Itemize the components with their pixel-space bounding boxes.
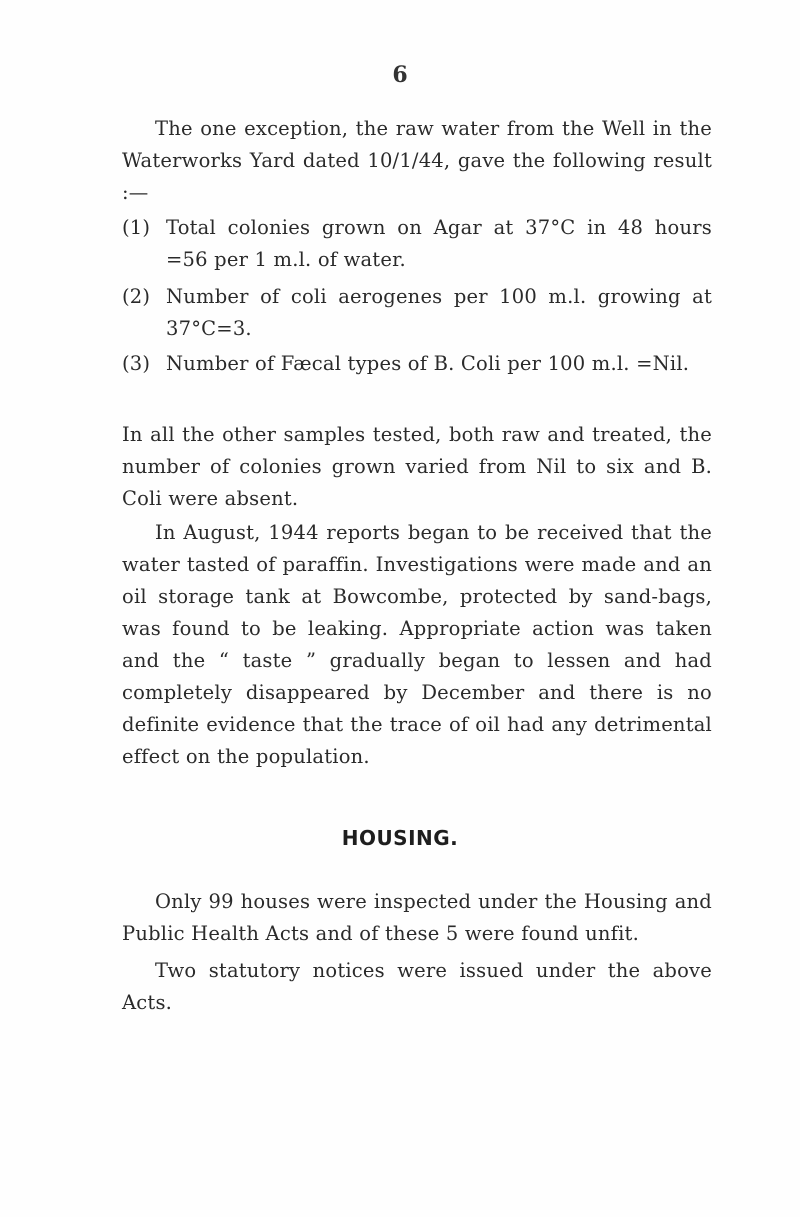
result-item-1 bbox=[122, 212, 712, 276]
intro-paragraph: The one exception, the raw water from the Well in the Waterworks Yard dated 10/1/44, gave the following result :— bbox=[122, 117, 712, 204]
result-text: Total colonies grown on Agar at 37°C in 48 hours =56 per 1 m.l. of water. bbox=[166, 216, 712, 271]
result-text: Number of coli aerogenes per 100 m.l. growing at 37°C=3. bbox=[166, 285, 712, 340]
houses-paragraph: Only 99 houses were inspected under the Housing and Public Health Acts and of these 5 were found unfit. bbox=[122, 890, 712, 945]
result-item-2 bbox=[122, 281, 712, 345]
other-samples-paragraph: In all the other samples tested, both raw and treated, the number of colonies grown varied from Nil to six and B. Coli were absent. bbox=[122, 423, 712, 510]
result-number: (2) bbox=[122, 285, 151, 308]
result-number: (1) bbox=[122, 216, 151, 239]
result-number: (3) bbox=[122, 352, 151, 375]
paraffin-paragraph: In August, 1944 reports began to be received that the water tasted of paraffin. Investigations were made and an oil storage tank at Bowcombe, protected by sand-bags, was found to be leaking. Appropriate action was taken and the “ taste ” gradually began to lessen and had completely disappeared by December and there is no definite evidence that the trace of oil had any detrimental effect on the population. bbox=[122, 521, 712, 768]
housing-heading: HOUSING. bbox=[341, 826, 459, 850]
result-item-3 bbox=[122, 348, 712, 380]
result-text: Number of Fæcal types of B. Coli per 100 m.l. =Nil. bbox=[166, 352, 690, 375]
page-number: 6 bbox=[392, 62, 408, 88]
notices-paragraph: Two statutory notices were issued under the above Acts. bbox=[122, 959, 712, 1014]
